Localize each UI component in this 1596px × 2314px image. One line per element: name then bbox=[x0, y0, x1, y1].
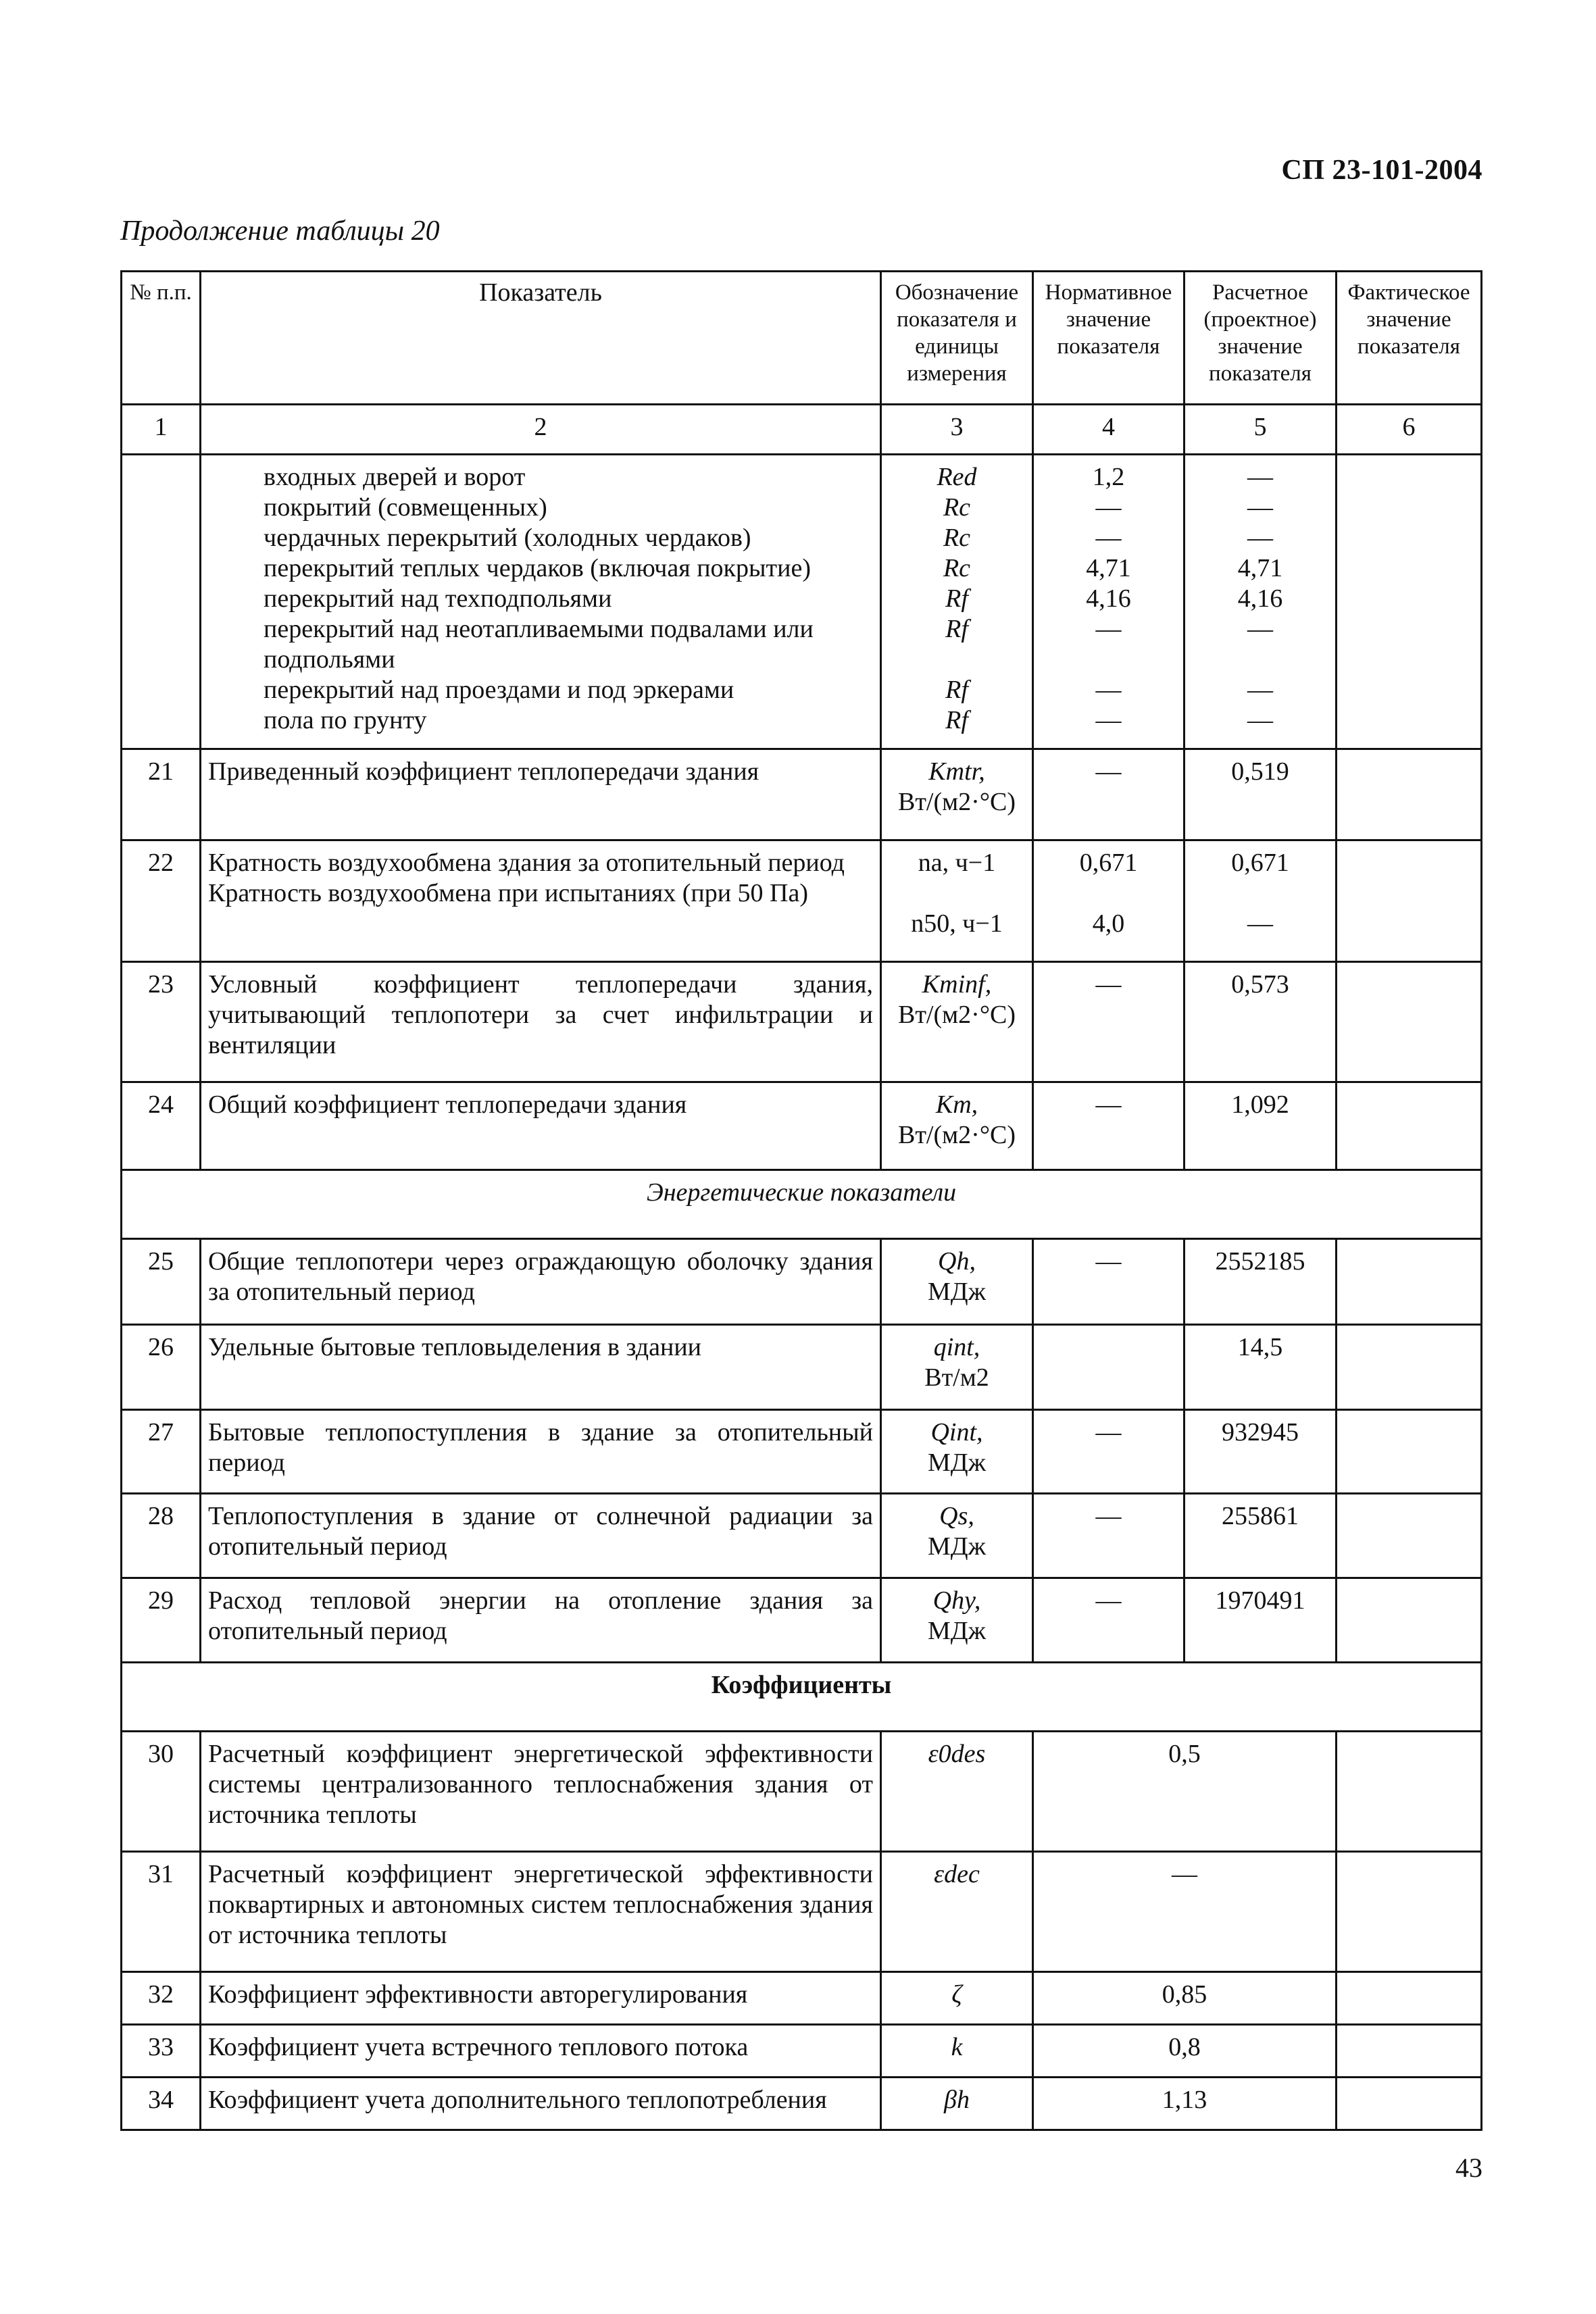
header-row bbox=[122, 272, 1482, 405]
row-name: Бытовые теплопоступления в здание за отопительный период bbox=[201, 1410, 881, 1494]
row-number: 34 bbox=[122, 2078, 201, 2130]
sub-item: перекрытий над проездами и под эркерами bbox=[264, 676, 734, 704]
row-symbol: Qh, МДж bbox=[881, 1239, 1033, 1325]
row-value: 0,8 bbox=[1033, 2025, 1337, 2078]
table-row bbox=[122, 749, 1482, 840]
row-name: Коэффициент эффективности авторегулирования bbox=[201, 1972, 881, 2025]
table-row bbox=[122, 840, 1482, 962]
row-actual bbox=[1337, 1325, 1482, 1410]
table-row bbox=[122, 1325, 1482, 1410]
row-value: — bbox=[1033, 1852, 1337, 1972]
sub-item: перекрытий над техподпольями bbox=[264, 584, 612, 613]
col-header-symbol: Обозначение показателя и единицы измерения bbox=[881, 272, 1033, 405]
row-number: 21 bbox=[122, 749, 201, 840]
row-symbol: βh bbox=[881, 2078, 1033, 2130]
row-calculated: 255861 bbox=[1184, 1494, 1337, 1578]
row-number: 22 bbox=[122, 840, 201, 962]
row-calculated: — — — 4,71 4,16 — — — bbox=[1184, 455, 1337, 749]
col-number: 3 bbox=[881, 405, 1033, 455]
row-actual bbox=[1337, 1494, 1482, 1578]
row-symbol: na, ч−1 n50, ч−1 bbox=[881, 840, 1033, 962]
table-caption: Продолжение таблицы 20 bbox=[120, 216, 440, 247]
row-name bbox=[201, 455, 881, 749]
row-symbol: Qs, МДж bbox=[881, 1494, 1033, 1578]
row-symbol: Qhy, МДж bbox=[881, 1578, 1033, 1663]
row-symbol: qint, Вт/м2 bbox=[881, 1325, 1033, 1410]
row-number: 26 bbox=[122, 1325, 201, 1410]
document-code: СП 23-101-2004 bbox=[1281, 155, 1482, 186]
row-name: Теплопоступления в здание от солнечной радиации за отопительный период bbox=[201, 1494, 881, 1578]
row-normative: — bbox=[1033, 1082, 1184, 1170]
row-symbol: Red Rc Rc Rc Rf Rf Rf Rf bbox=[881, 455, 1033, 749]
row-number: 25 bbox=[122, 1239, 201, 1325]
col-header-name: Показатель bbox=[201, 272, 881, 405]
row-actual bbox=[1337, 455, 1482, 749]
table-row bbox=[122, 1082, 1482, 1170]
table-row bbox=[122, 1494, 1482, 1578]
row-symbol: Km, Вт/(м2·°С) bbox=[881, 1082, 1033, 1170]
sub-item: входных дверей и ворот bbox=[264, 463, 526, 491]
row-actual bbox=[1337, 1732, 1482, 1852]
row-number: 31 bbox=[122, 1852, 201, 1972]
section-row bbox=[122, 1170, 1482, 1239]
row-normative: — bbox=[1033, 962, 1184, 1082]
row-actual bbox=[1337, 962, 1482, 1082]
sub-item: перекрытий над неотапливаемыми подвалами или подпольями bbox=[264, 615, 814, 674]
row-number: 23 bbox=[122, 962, 201, 1082]
indicators-table bbox=[120, 270, 1482, 2131]
row-actual bbox=[1337, 1852, 1482, 1972]
sub-item: пола по грунту bbox=[264, 706, 427, 734]
row-name: Удельные бытовые тепловыделения в здании bbox=[201, 1325, 881, 1410]
row-number: 28 bbox=[122, 1494, 201, 1578]
col-number: 6 bbox=[1337, 405, 1482, 455]
table-row bbox=[122, 2025, 1482, 2078]
table-row bbox=[122, 1410, 1482, 1494]
col-number: 1 bbox=[122, 405, 201, 455]
col-header-num: № п.п. bbox=[122, 272, 201, 405]
row-actual bbox=[1337, 1082, 1482, 1170]
row-name: Кратность воздухообмена здания за отопительный период Кратность воздухообмена при испытаниях (при 50 Па) bbox=[201, 840, 881, 962]
row-normative: — bbox=[1033, 1239, 1184, 1325]
table-row bbox=[122, 1239, 1482, 1325]
row-calculated: 1,092 bbox=[1184, 1082, 1337, 1170]
row-normative: 0,671 4,0 bbox=[1033, 840, 1184, 962]
table-row bbox=[122, 1578, 1482, 1663]
col-header-actual: Фактическое значение показателя bbox=[1337, 272, 1482, 405]
col-number: 5 bbox=[1184, 405, 1337, 455]
table-row bbox=[122, 1732, 1482, 1852]
sub-item: перекрытий теплых чердаков (включая покрытие) bbox=[264, 554, 812, 582]
row-value: 0,5 bbox=[1033, 1732, 1337, 1852]
row-calculated: 0,573 bbox=[1184, 962, 1337, 1082]
row-normative: — bbox=[1033, 1494, 1184, 1578]
row-number bbox=[122, 455, 201, 749]
row-actual bbox=[1337, 749, 1482, 840]
col-number: 4 bbox=[1033, 405, 1184, 455]
row-normative: — bbox=[1033, 1578, 1184, 1663]
row-normative: — bbox=[1033, 749, 1184, 840]
row-actual bbox=[1337, 1239, 1482, 1325]
row-actual bbox=[1337, 1410, 1482, 1494]
row-number: 24 bbox=[122, 1082, 201, 1170]
row-symbol: Kmtr, Вт/(м2·°С) bbox=[881, 749, 1033, 840]
row-name: Расчетный коэффициент энергетической эффективности поквартирных и автономных систем теплоснабжения здания от источника теплоты bbox=[201, 1852, 881, 1972]
table-row bbox=[122, 2078, 1482, 2130]
section-row bbox=[122, 1663, 1482, 1732]
sub-item: чердачных перекрытий (холодных чердаков) bbox=[264, 524, 751, 552]
row-name: Коэффициент учета дополнительного теплопотребления bbox=[201, 2078, 881, 2130]
row-name: Коэффициент учета встречного теплового потока bbox=[201, 2025, 881, 2078]
row-calculated: 2552185 bbox=[1184, 1239, 1337, 1325]
section-title-coefficients: Коэффициенты bbox=[122, 1663, 1482, 1732]
row-symbol: Qint, МДж bbox=[881, 1410, 1033, 1494]
row-number: 33 bbox=[122, 2025, 201, 2078]
row-actual bbox=[1337, 1578, 1482, 1663]
row-number: 30 bbox=[122, 1732, 201, 1852]
row-calculated: 1970491 bbox=[1184, 1578, 1337, 1663]
row-name: Расчетный коэффициент энергетической эффективности системы централизованного теплоснабжения здания от источника теплоты bbox=[201, 1732, 881, 1852]
row-calculated: 14,5 bbox=[1184, 1325, 1337, 1410]
col-header-calculated: Расчетное (проектное) значение показателя bbox=[1184, 272, 1337, 405]
row-symbol: Kminf, Вт/(м2·°С) bbox=[881, 962, 1033, 1082]
row-calculated: 0,519 bbox=[1184, 749, 1337, 840]
row-normative: — bbox=[1033, 1410, 1184, 1494]
row-symbol: k bbox=[881, 2025, 1033, 2078]
row-symbol: εdec bbox=[881, 1852, 1033, 1972]
row-value: 0,85 bbox=[1033, 1972, 1337, 2025]
row-name: Приведенный коэффициент теплопередачи здания bbox=[201, 749, 881, 840]
row-symbol: ζ bbox=[881, 1972, 1033, 2025]
table-row bbox=[122, 1972, 1482, 2025]
row-actual bbox=[1337, 2078, 1482, 2130]
sub-item: покрытий (совмещенных) bbox=[264, 493, 547, 522]
row-actual bbox=[1337, 840, 1482, 962]
row-calculated: 0,671 — bbox=[1184, 840, 1337, 962]
row-calculated: 932945 bbox=[1184, 1410, 1337, 1494]
col-number: 2 bbox=[201, 405, 881, 455]
table-row bbox=[122, 1852, 1482, 1972]
row-number: 32 bbox=[122, 1972, 201, 2025]
table-row bbox=[122, 455, 1482, 749]
page-number: 43 bbox=[1455, 2153, 1482, 2183]
row-name: Условный коэффициент теплопередачи здания, учитывающий теплопотери за счет инфильтрации и вентиляции bbox=[201, 962, 881, 1082]
row-name: Расход тепловой энергии на отопление здания за отопительный период bbox=[201, 1578, 881, 1663]
row-actual bbox=[1337, 1972, 1482, 2025]
row-value: 1,13 bbox=[1033, 2078, 1337, 2130]
row-actual bbox=[1337, 2025, 1482, 2078]
column-number-row bbox=[122, 405, 1482, 455]
row-symbol: ε0des bbox=[881, 1732, 1033, 1852]
row-name: Общие теплопотери через ограждающую оболочку здания за отопительный период bbox=[201, 1239, 881, 1325]
row-name: Общий коэффициент теплопередачи здания bbox=[201, 1082, 881, 1170]
row-normative: 1,2 — — 4,71 4,16 — — — bbox=[1033, 455, 1184, 749]
row-number: 29 bbox=[122, 1578, 201, 1663]
col-header-normative: Нормативное значение показателя bbox=[1033, 272, 1184, 405]
row-number: 27 bbox=[122, 1410, 201, 1494]
table-row bbox=[122, 962, 1482, 1082]
section-title-energy: Энергетические показатели bbox=[122, 1170, 1482, 1239]
row-normative bbox=[1033, 1325, 1184, 1410]
